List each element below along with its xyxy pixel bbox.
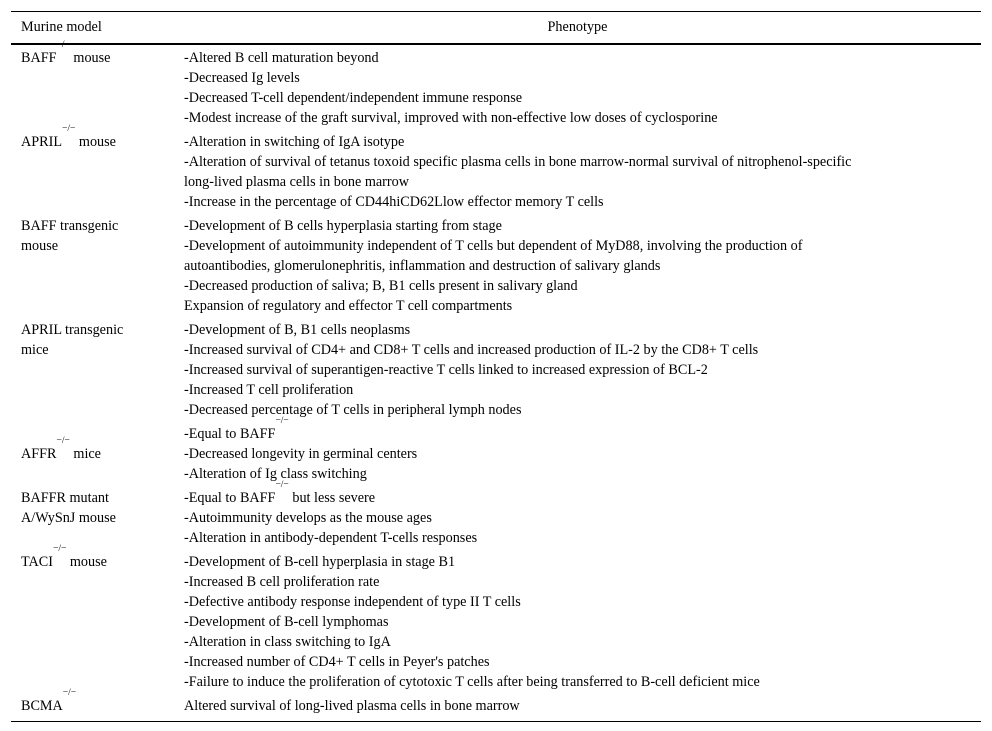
phenotype-line: -Decreased percentage of T cells in peripheral lymph nodes <box>184 402 522 418</box>
model-cell: APRIL−/− mouse <box>21 124 116 150</box>
table-row <box>11 130 981 214</box>
table-row <box>11 486 981 550</box>
phenotype-cell <box>174 416 981 486</box>
table-row <box>11 694 981 722</box>
phenotype-line: -Increased T cell proliferation <box>184 382 354 398</box>
model-cell: BAFFR mutant A/WySnJ mouse <box>21 490 116 526</box>
phenotype-line: -Development of B cells hyperplasia starting from stage <box>184 218 502 234</box>
phenotype-line: -Increase in the percentage of CD44hiCD62Llow effector memory T cells <box>184 194 604 210</box>
phenotype-line: -Equal to BAFF−/− <box>184 416 289 442</box>
header-murine-model: Murine model <box>11 12 174 45</box>
phenotype-cell <box>174 318 981 422</box>
phenotype-cell <box>174 214 981 318</box>
phenotype-line: autoantibodies, glomerulonephritis, inflammation and destruction of salivary glands <box>184 258 661 274</box>
table-header-row <box>11 12 981 45</box>
phenotype-line: Expansion of regulatory and effector T cell compartments <box>184 298 513 314</box>
phenotype-line: -Development of B, B1 cells neoplasms <box>184 322 411 338</box>
phenotype-line: -Alteration of Ig class switching <box>184 466 367 482</box>
table-row <box>11 550 981 694</box>
phenotype-line: -Autoimmunity develops as the mouse ages <box>184 510 432 526</box>
model-cell: BAFF transgenic mouse <box>21 218 119 254</box>
phenotype-line: -Defective antibody response independent of type II T cells <box>184 594 521 610</box>
model-cell: APRIL transgenic mice <box>21 322 124 358</box>
phenotype-line: -Alteration in class switching to IgA <box>184 634 391 650</box>
phenotype-line: -Increased B cell proliferation rate <box>184 574 380 590</box>
phenotype-line: -Alteration in antibody-dependent T-cells responses <box>184 530 478 546</box>
phenotype-line: -Failure to induce the proliferation of cytotoxic T cells after being transferred to B-cell deficient mice <box>184 674 760 690</box>
phenotype-line: -Equal to BAFF−/− but less severe <box>184 480 376 506</box>
model-cell: BCMA−/− <box>11 694 174 722</box>
phenotype-line: -Decreased T-cell dependent/independent immune response <box>184 90 523 106</box>
phenotype-cell <box>174 44 981 130</box>
model-cell: TACI−/− mouse <box>21 544 107 570</box>
model-cell: BAFF−/− mouse <box>21 40 111 66</box>
phenotype-cell <box>174 694 981 722</box>
phenotype-line: -Decreased production of saliva; B, B1 cells present in salivary gland <box>184 278 578 294</box>
phenotype-line: -Altered B cell maturation beyond <box>184 50 379 66</box>
phenotype-table-container <box>11 11 981 722</box>
header-phenotype: Phenotype <box>174 12 981 45</box>
phenotype-line: -Increased survival of superantigen-reactive T cells linked to increased expression of BCL-2 <box>184 362 708 378</box>
phenotype-line: -Decreased Ig levels <box>184 70 300 86</box>
model-cell: AFFR−/− mice <box>21 436 101 462</box>
phenotype-line: -Increased number of CD4+ T cells in Peyer's patches <box>184 654 490 670</box>
phenotype-line: long-lived plasma cells in bone marrow <box>184 174 409 190</box>
phenotype-line: -Alteration in switching of IgA isotype <box>184 134 405 150</box>
phenotype-line: -Increased survival of CD4+ and CD8+ T cells and increased production of IL-2 by the CD8+ T cells <box>184 342 759 358</box>
phenotype-cell <box>174 550 981 694</box>
table-row <box>11 318 981 422</box>
phenotype-cell <box>174 130 981 214</box>
phenotype-line: -Development of autoimmunity independent of T cells but dependent of MyD88, involving the production of <box>184 238 803 254</box>
phenotype-cell <box>174 480 981 550</box>
phenotype-line: -Modest increase of the graft survival, improved with non-effective low doses of cyclosporine <box>184 110 718 126</box>
table-row <box>11 422 981 486</box>
phenotype-line: -Development of B-cell lymphomas <box>184 614 389 630</box>
phenotype-line: Altered survival of long-lived plasma cells in bone marrow <box>184 698 520 714</box>
murine-phenotype-table <box>11 11 981 722</box>
phenotype-line: -Alteration of survival of tetanus toxoid specific plasma cells in bone marrow-normal survival of nitrophenol-specific <box>184 154 852 170</box>
table-row <box>11 214 981 318</box>
phenotype-line: -Development of B-cell hyperplasia in stage B1 <box>184 554 456 570</box>
table-row <box>11 44 981 130</box>
phenotype-line: -Decreased longevity in germinal centers <box>184 446 418 462</box>
